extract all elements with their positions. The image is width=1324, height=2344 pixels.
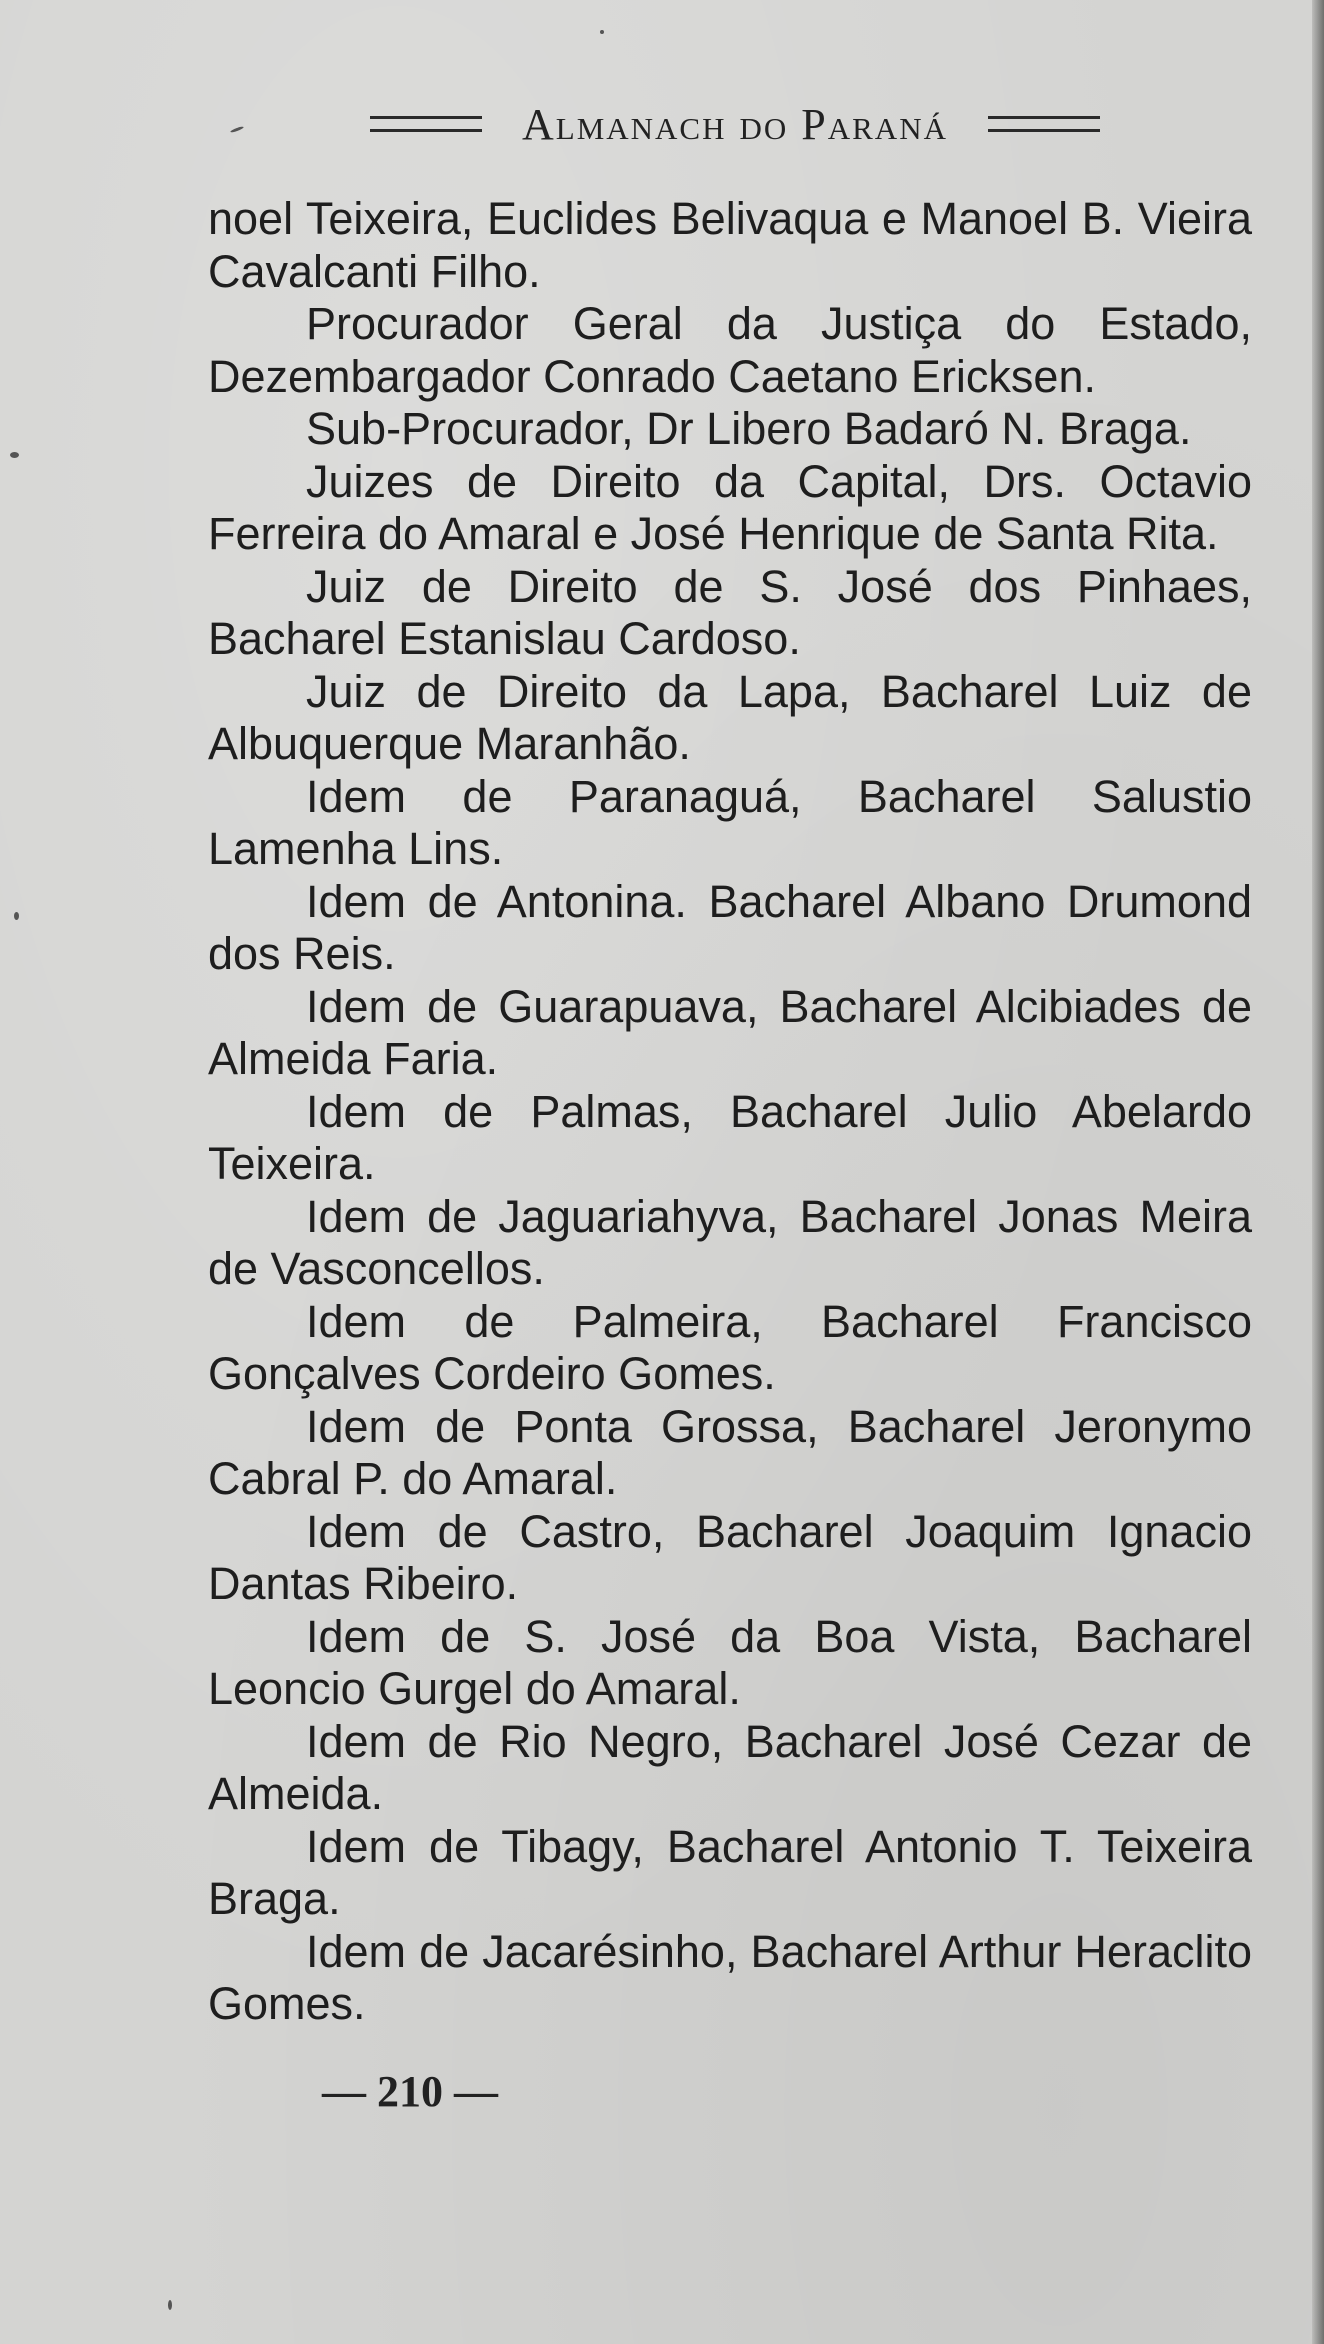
text-paragraph: Idem de Palmeira, Bacharel Francisco Gonçalves Cordeiro Gomes. [208, 1295, 1252, 1399]
running-head-title: Almanach do Paraná [522, 99, 948, 149]
ink-speck [600, 30, 604, 34]
text-paragraph: Juizes de Direito da Capital, Drs. Octavio Ferreira do Amaral e José Henrique de Santa Rita. [208, 455, 1252, 559]
header-rule-right [988, 116, 1100, 132]
text-paragraph: Procurador Geral da Justiça do Estado, Dezembargador Conrado Caetano Ericksen. [208, 298, 1252, 402]
text-paragraph: Idem de S. José da Boa Vista, Bacharel Leoncio Gurgel do Amaral. [208, 1610, 1252, 1714]
ink-speck [10, 452, 19, 458]
text-paragraph: noel Teixeira, Euclides Belivaqua e Manoel B. Vieira Cavalcanti Filho. [208, 193, 1252, 297]
page-number: — 210 — [322, 2067, 498, 2116]
ink-speck [14, 912, 19, 920]
text-paragraph: Idem de Castro, Bacharel Joaquim Ignacio Dantas Ribeiro. [208, 1505, 1252, 1609]
ink-speck [168, 2300, 172, 2310]
text-paragraph: Idem de Guarapuava, Bacharel Alcibiades de Almeida Faria. [208, 980, 1252, 1084]
text-paragraph: Idem de Antonina. Bacharel Albano Drumond dos Reis. [208, 875, 1252, 979]
text-paragraph: Sub-Procurador, Dr Libero Badaró N. Braga. [306, 403, 1192, 454]
text-paragraph: Idem de Jaguariahyva, Bacharel Jonas Meira de Vasconcellos. [208, 1190, 1252, 1294]
text-paragraph: Idem de Paranaguá, Bacharel Salustio Lamenha Lins. [208, 770, 1252, 874]
text-paragraph: Juiz de Direito da Lapa, Bacharel Luiz de Albuquerque Maranhão. [208, 665, 1252, 769]
text-paragraph: Idem de Tibagy, Bacharel Antonio T. Teixeira Braga. [208, 1820, 1252, 1924]
text-paragraph: Idem de Ponta Grossa, Bacharel Jeronymo Cabral P. do Amaral. [208, 1400, 1252, 1504]
page-body-text [208, 193, 1252, 2031]
text-paragraph: Juiz de Direito de S. José dos Pinhaes, Bacharel Estanislau Cardoso. [208, 560, 1252, 664]
text-paragraph: Idem de Rio Negro, Bacharel José Cezar de Almeida. [208, 1715, 1252, 1819]
running-header [370, 94, 1100, 154]
ink-speck [230, 126, 244, 134]
text-paragraph: Idem de Palmas, Bacharel Julio Abelardo Teixeira. [208, 1085, 1252, 1189]
page-edge-shadow [1312, 0, 1324, 2344]
header-rule-left [370, 116, 482, 132]
text-paragraph: Idem de Jacarésinho, Bacharel Arthur Heraclito Gomes. [208, 1925, 1252, 2029]
